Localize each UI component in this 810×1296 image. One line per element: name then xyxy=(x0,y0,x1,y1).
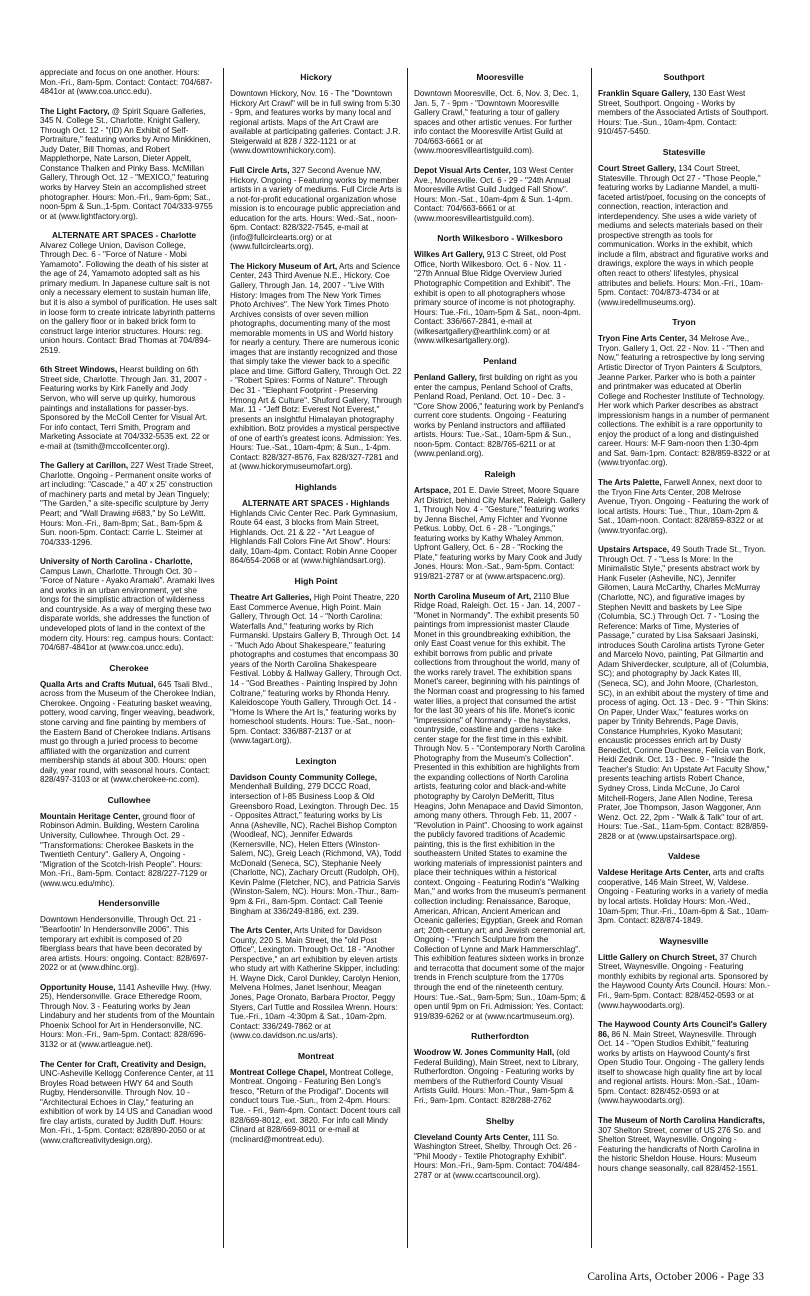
listing-entry xyxy=(414,89,586,156)
section-heading: Mooresville xyxy=(476,72,524,82)
listing-text: Montreat College, Montreat. Ongoing - Featuring Ben Long's fresco, "Return of the Prodigal". Docents will conduct tours Tue.-Sun., from 2-4pm. Hours: Tue. - Fri., 9am-4pm. Contact: Docent tours call 828/669-8012, ext. 3820. For info call Mindy Clinard at 828/669-8011 or e-mail at (mclinard@montreat.edu). xyxy=(230,1067,401,1144)
listing-entry xyxy=(598,334,770,468)
listing-text: Campus Lawn, Charlotte. Through Oct. 30 - "Force of Nature - Ayako Aramaki". Aramaki lives and works in an urban environment, yet she longs for the simplistic attraction of wilderness and countryside. As a way of merging these two disparate worlds, she addresses the function of undeveloped plots of land in the context of the modern city. Hours: reg. campus hours. Contact: 704/687-4841or at (www.coa.uncc.edu). xyxy=(40,566,215,653)
venue-name: Davidson County Community College, xyxy=(230,772,378,782)
section-heading: Penland xyxy=(483,355,517,366)
venue-name: Opportunity House, xyxy=(40,982,116,992)
listing-text: Highlands Civic Center Rec. Park Gymnasium, Route 64 east, 3 blocks from Main Street, Highlands. Oct. 21 & 22 - "Art League of Highlands Fall Colors Fine Art Show". Hours: daily, 10am-4pm. Contact: Robin Anne Cooper 864/654-2068 or at (www.highlandsart.org). xyxy=(230,508,398,566)
listing-text: 130 East West Street, Southport. Ongoing - Works by members of the Associated Artists of Southport. Hours: Tue.-Sun., 10am-4pm. Contact: 910/457-5450. xyxy=(598,89,769,137)
section-heading: Valdese xyxy=(667,851,700,862)
column-1 xyxy=(40,68,218,1248)
listing-entry xyxy=(40,365,218,451)
venue-name: Valdese Heritage Arts Center, xyxy=(598,868,711,878)
listing-text: 103 West Center Ave., Mooresville. Oct. 6 - 29 - "24th Annual Mooresville Artist Guild Judged Fall Show". Hours: Mon.-Sat., 10am-4pm & Sun. 1-4pm. Contact: 704/663-6661 or at (www.mooresvilleartistguild.com). xyxy=(414,165,574,223)
listing-text: 307 Shelton Street, corner of US 276 So. and Shelton Street, Waynesville. Ongoing - Featuring the handicrafts of North Carolina in the historic Sheldon House. Hours: Museum hours change seasonally, call 828/452-1551. xyxy=(598,1125,761,1173)
section-heading: Highlands xyxy=(295,481,337,492)
venue-name: The Light Factory, xyxy=(40,106,110,116)
listing-text: Arts and Science Center, 243 Third Avenue N.E., Hickory. Coe Gallery, Through Jan. 14, 2007 - "Live With History: Images from The New York Times Photo Archives". The New York Times Photo Archives consists of over seven million photographs, documenting many of the most memorable moments in US and World history for nearly a century. There are numerous iconic images that are instantly recognized and those that simply take the viewer back to a specific place and time. Gifford Gallery, Through Oct. 22 - "Robert Spires: Forms of Nature". Through Dec 31 - "Elephant Footprint - Preserving Hmong Art & Culture". Shuford Gallery, Through Mar. 11 - "Jeff Botz: Everest Not Everest," presents an insightful Himalayan photography exhibition. Botz provides a mystical perspective of one of earth's greatest icons. Admission: Yes. Hours: Tue.-Sat., 10am-4pm; & Sun., 1-4pm. Contact: 828/327-8576, Fax 828/327-7281 and at (www.hickorymuseumofart.org). xyxy=(230,261,402,472)
listing-text: Downtown Hickory, Nov. 16 - The "Downtown Hickory Art Crawl" will be in full swing from 5:30 - 9pm, and features works by many local and regional artists. Maps of the Art Crawl are available at participating galleries. Contact: J.R. Steigerwald at 828 / 322-1121 or at (www.downtownhickory.com). xyxy=(230,89,401,156)
venue-name: Upstairs Artspace, xyxy=(598,545,670,555)
listing-entry xyxy=(40,107,218,222)
listing-text: 645 Tsali Blvd., across from the Museum of the Cherokee Indian, Cherokee. Ongoing - Featuring basket weaving, pottery, wood carving, finger weaving, beadwork, stone carving and fine painting by members of the Eastern Band of Cherokee Indians. Artisans must go through a juried process to become affiliated with the organization and current membership stands at about 300. Hours: open daily, year round, with seasonal hours. Contact: 828/497-3103 or at (www.cherokee-nc.com). xyxy=(40,679,216,785)
listing-text: 2110 Blue Ridge Road, Raleigh. Oct. 15 - Jan. 14, 2007 - "Monet in Normandy". The exhibit presents 50 paintings from impressionist master Claude Monet in this groundbreaking exhibition, the only East Coast venue for this exhibit. The exhibit borrows from public and private collections from throughout the world, many of the works rarely travel. The exhibition spans Monet's career, beginning with his paintings of the Norman coast and progressing to his famed water lilies, a project that consumed the artist for the last 30 years of his life. Monet's iconic "impressions" of Normandy - the haystacks, countryside, coastline and gardens - take center stage for the first time in this exhibit. Through Nov. 5 - "Contemporary North Carolina Photography from the Museum's Collection". Presented in this exhibition are highlights from the expanding collections of North Carolina artists, featuring color and black-and-white photography by Carolyn DeMeritt, Titus Heagins, John Menapace and David Simonton, among many others. Through Feb. 11, 2007 - "Revolution in Paint". Choosing to work against the publicly favored traditions of Academic painting, this is the first exhibition in the southeastern United States to examine the working materials of impressionist painters and place their techniques within a historical context. Ongoing - Featuring Rodin's "Walking Man," and works from the museum's permanent collection including: Renaissance, Baroque, American, African, Ancient American and Oceanic galleries; Egyptian, Greek and Roman art; 20th-century art; and Jewish ceremonial art. Ongoing - "French Sculpture from the Collection of Lynne and Mark Hammerschlag". This exhibition features sixteen works in bronze and terracotta that document some of the major trends in French sculpture from the 1770s through the end of the nineteenth century. Hours: Tue.-Sat., 9am-5pm; Sun., 10am-5pm; & open until 9pm on Fri. Admission: Yes. Contact: 919/839-6262 or at (www.ncartmuseum.org). xyxy=(414,591,586,1021)
venue-name: The Museum of North Carolina Handicrafts, xyxy=(598,1116,765,1126)
listing-entry xyxy=(40,231,218,355)
listing-entry xyxy=(230,499,402,566)
section-heading: Cullowhee xyxy=(107,794,151,805)
listing-entry xyxy=(230,166,402,252)
listing-text: 1141 Asheville Hwy. (Hwy. 25), Hendersonville. Grace Etheredge Room, Through Nov. 3 - Featuring works by Jean Lindabury and her students from of the Mountain Phoenix School for Art in Hendersonville, NC. Hours: Mon.-Fri., 9am-5pm. Contact: 828/696-3132 or at (www.artleague.net). xyxy=(40,982,215,1049)
listing-text: High Point Theatre, 220 East Commerce Avenue, High Point. Main Gallery, Through Oct. 14 - "North Carolina: Waterfalls And," featuring works by Rich Furmanski. Upstairs Gallery B, Through Oct. 14 - "Much Ado About Shakespeare," featuring photographs and costumes that encompass 30 years of the North Carolina Shakespeare Festival. Lobby & Hallway Gallery, Through Oct. 14 - "God Breathes - Painting Inspired by John Coltrane," featuring works by Rhonda Henry. Kaleidoscope Youth Gallery, Through Oct. 14 - "Home Is Where the Art Is," featuring works by homeschool students. Hours: Tue.-Sat., noon-5pm. Contact: 336/887-2137 or at (www.tagart.org). xyxy=(230,593,402,746)
listing-entry xyxy=(40,461,218,547)
column-2 xyxy=(223,68,402,1248)
section-heading: Cherokee xyxy=(109,662,149,673)
listing-text: 201 E. Davie Street, Moore Square Art District, behind City Market, Raleigh. Gallery 1, Through Nov. 4 - "Gesture," featuring works by Jenna Bischel, Amy Fichter and Yvonne Petkus. Lobby, Oct. 6 - 28 - "Longings," featuring works by Kathy Whaley Ammon. Upfront Gallery, Oct. 6 - 28 - "Rocking the Plate," featuring works by Mary Cook and Judy Jones. Hours: Mon.-Sat., 9am-5pm. Contact: 919/821-2787 or at (www.artspacenc.org). xyxy=(414,486,586,581)
listing-entry xyxy=(414,166,586,223)
listing-entry xyxy=(40,812,218,888)
listing-entry xyxy=(414,373,586,459)
listing-text: Downtown Mooresville, Oct. 6, Nov. 3, Dec. 1, Jan. 5, 7 - 9pm - "Downtown Mooresville Gallery Crawl," featuring a tour of gallery spaces and other artistic venues. For further info contact the Mooresville Artist Guild at 704/663-6661 or at (www.mooresvilleartistguild.com). xyxy=(414,89,579,156)
column-3 xyxy=(407,68,586,1248)
venue-name: Theatre Art Galleries, xyxy=(230,593,312,603)
listing-text: 327 Second Avenue NW, Hickory. Ongoing - Featuring works by member artists in a variety of mediums. Full Circle Arts is a not-for-profit educational organization whose mission is to encourage public appreciation and education for the arts. Hours: Wed.-Sat., noon-6pm. Contact: 828/322-7545, e-mail at (info@fullcirclearts.org) or at (www.fullcirclearts.org). xyxy=(230,165,402,252)
listing-text: Farwell Annex, next door to the Tryon Fine Arts Center, 208 Melrose Avenue, Tryon. Ongoing - Featuring the work of local artists. Hours: Tue., Thur., 10am-2pm & Sat., 10am-noon. Contact: 828/859-8322 or at (www.tryonfac.org). xyxy=(598,478,769,535)
venue-name: University of North Carolina - Charlotte, xyxy=(40,557,193,567)
listing-text: 913 C Street, old Post Office, North Wilkesboro. Oct. 6 - Nov. 11 - "27th Annual Blue Ridge Overview Juried Photographic Competition and Exhibit". The exhibit is open to all photographers whose primary source of income is not photography. Hours: Tue.-Fri., 10am-5pm & Sat., noon-4pm. Contact: 336/667-2841, e-mail at (wilkesartgallery@earthlink.com) or at (www.wilkesartgallery.org). xyxy=(414,250,581,346)
venue-name: The Gallery at Carillon, xyxy=(40,461,129,471)
venue-name: ALTERNATE ART SPACES - Charlotte xyxy=(52,231,197,241)
listing-entry xyxy=(414,250,586,345)
listing-text: (old Federal Building), Main Street, next to Library, Rutherfordton. Ongoing - Featuring works by members of the Rutherford County Visual Artists Guild. Hours: Mon.-Thur., 9am-5pm & Fri., 9am-1pm. Contact: 828/288-2762 xyxy=(414,1048,579,1106)
venue-name: Mountain Heritage Center, xyxy=(40,811,141,821)
listing-text: arts and crafts cooperative, 146 Main Street, W, Valdese. Ongoing - Featuring works in a variety of media by local artists. Holiday Hours: Mon.-Wed., 10am-5pm; Thur.-Fri., 10am-6pm & Sat., 10am-3pm. Contact: 828/874-1849. xyxy=(598,868,769,926)
section-heading: Lexington xyxy=(295,755,337,766)
section-heading: Raleigh xyxy=(484,468,516,479)
listing-text: ground floor of Robinson Admin. Building, Western Carolina University, Cullowhee. Through Oct. 29 - "Transformations: Cherokee Baskets in the Twentieth Century". Gallery A, Ongoing - "Migration of the Scotch-Irish People". Hours: Mon.-Fri., 8am-5pm. Contact: 828/227-7129 or (www.wcu.edu/mhc). xyxy=(40,811,208,888)
listing-text: appreciate and focus on one another. Hours: Mon.-Fri., 8am-5pm. Contact: Contact: 704/687-4841or at (www.coa.uncc.edu). xyxy=(40,68,213,97)
listing-entry xyxy=(414,592,586,1022)
listing-text: first building on right as you enter the campus, Penland School of Crafts, Penland Road, Penland. Oct. 10 - Dec. 3 - "Core Show 2006," featuring work by Penland's current core students. Ongoing - Featuring works by Penland instructors and affiliated artists. Hours: Tue.-Sat., 10am-5pm & Sun., noon-5pm. Contact: 828/765-6211 or at (www.penland.org). xyxy=(414,373,584,459)
venue-name: Depot Visual Arts Center, xyxy=(414,165,511,175)
section-heading: Tryon xyxy=(672,317,696,328)
listing-text: Hearst building on 6th Street side, Charlotte. Through Jan. 31, 2007 - Featuring works by Kirk Fanelly and Jody Servon, who will serve up quirky, humorous paintings and installations for passer-bys. Sponsored by the McColl Center for Visual Art. For info contact, Terri Smith, Program and Marketing Associate at 704/332-5535 ext. 22 or e-mail at (tsmith@mccollcenter.org). xyxy=(40,365,210,451)
venue-name: The Arts Palette, xyxy=(598,478,662,488)
column-4 xyxy=(591,68,770,1248)
listing-entry xyxy=(414,1133,586,1181)
section-heading: Rutherfordton xyxy=(471,1031,529,1042)
section-heading: Southport xyxy=(663,72,705,82)
venue-name: Full Circle Arts, xyxy=(230,165,290,175)
listing-columns xyxy=(40,68,770,1248)
listing-entry xyxy=(40,983,218,1050)
listing-entry xyxy=(40,557,218,652)
section-heading: Montreat xyxy=(297,1050,335,1061)
venue-name: Cleveland County Arts Center, xyxy=(414,1132,531,1142)
venue-name: The Haywood County Arts Council's Gallery 86, xyxy=(598,1020,767,1039)
venue-name: Court Street Gallery, xyxy=(598,164,677,174)
section-heading: High Point xyxy=(294,575,338,586)
listing-entry xyxy=(414,1048,586,1105)
venue-name: Little Gallery on Church Street, xyxy=(598,952,718,962)
listing-text: 227 West Trade Street, Charlotte. Ongoing - Permanent onsite works of art including: "Cascade," a 40' x 25' construction of machinery parts and metal by Jean Tinguely; "The Garden," a site-specific sculpture by Jerry Peart; and "Wall Drawing #683," by So LeWitt. Hours: Mon.-Fri., 8am-8pm; Sat., 8am-5pm & Sun. noon-5pm. Contact: Carrie L. Steimer at 704/333-1296. xyxy=(40,461,214,547)
listing-entry xyxy=(598,1116,770,1173)
listing-entry xyxy=(40,915,218,972)
venue-name: The Hickory Museum of Art, xyxy=(230,261,338,271)
listing-text: 86 N. Main Street, Waynesville. Through Oct. 14 - "Open Studios Exhibit," featuring works by artists on Haywood County's first Open Studio Tour. Ongoing - The gallery lends itself to showcase high quality fine art by local and regional artists. Hours: Mon.-Sat., 10am-5pm. Contact: 828/452-0593 or at (www.haywoodarts.org). xyxy=(598,1029,765,1106)
listing-entry xyxy=(598,89,770,137)
listing-entry xyxy=(40,68,218,97)
listing-text: 34 Melrose Ave., Tryon. Gallery 1, Oct. 22 - Nov. 11 - "Then and Now," featuring a retrospective by long serving Artistic Director of Tryon Painters & Sculptors, Jeanne Parker. Parker who is both a painter and printmaker was educated at Oberlin College and Rochester Institute of Technology. Her work which Parker describes as abstract impressionism hangs in a number of permanent collections. The exhibit is a rare opportunity to enjoy the product of a long and distinguished career. Hours: M-F 9am-noon then 1:30-4pm and Sat. 9am-1pm. Contact: 828/859-8322 or at (www.tryonfac.org). xyxy=(598,334,770,468)
venue-name: Tryon Fine Arts Center, xyxy=(598,334,687,344)
listing-entry xyxy=(40,1060,218,1146)
listing-entry xyxy=(598,1020,770,1106)
listing-text: 49 South Trade St., Tryon. Through Oct. 7 - "Less Is More: In the Minimalistic Style," presents abstract work by Hank Fuseler (Asheville, NC), Jennifer Gilomen, Laura McCarthy, Charles McMurray (Charlotte, NC), and figurative images by Stephen Nevitt and baskets by Lee Sipe (Columbia, SC.) Through Oct. 7 - "Losing the Reference: Marks of Time, Mysteries of Passage," curated by Lisa Saksaari Jasinski, introduces South Carolina artists Tyrone Geter and Marcelo Novo, painting, Pat Gilmartin and Adam Shiverdecker, sculpture, all of (Columbia, SC); and photography by Jack Kates III, (Seneca, SC), and John Moore, (Charleston, SC), in an exhibit about the mystery of time and process of aging. Oct. 13 - Dec. 9 - "Thin Skins: On Paper, Under Wax," features works on paper by Trinity Behrends, Page Davis, Constance Humphries, Kyoko Masutani; encaustic processes enrich art by Dusty Benedict, Corinne Duchesne, Felicia van Bork, Heidi Zednik. Oct. 13 - Dec. 9 - "Inside the Teacher's Studio: An Upstate Art Faculty Show," presents teaching artists Robert Chance, Sydney Cross, Linda McCune, Jo Carol Mitchell-Rogers, Jane Allen Nodine, Teresa Prater, Joe Thompson, Jason Waggoner, Ann Wenz. Oct. 22, 2pm - "Walk & Talk" tour of art. Hours: Tue.-Sat., 11am-5pm. Contact: 828/859-2828 or at (www.upstairsartspace.org). xyxy=(598,545,770,841)
venue-name: Artspace, xyxy=(414,486,451,496)
listing-text: 134 Court Street, Statesville. Through Oct 27 - "Those People," featuring works by Ladianne Mandel, a multi-faceted artist/poet, focusing on the concepts of connection, reaction, interaction and interdependency. She uses a wide variety of mediums and selects materials based on their prospective strength as tools for communication. Works in the exhibit, which include a film, abstract and figurative works and drawings, explore the ways in which people often react to others' lifestyles, physical attributes and beliefs. Hours: Mon.-Fri., 10am-5pm. Contact: 704/873-4734 or at (www.iredellmuseums.org). xyxy=(598,164,769,307)
venue-name: Franklin Square Gallery, xyxy=(598,89,691,99)
listing-entry xyxy=(230,89,402,156)
listing-text: Alvarez College Union, Davison College, Through Dec. 6 - "Force of Nature - Mobi Yamamoto". Following the death of his sister at the age of 24, Yamamoto adopted salt as his primary medium. In Japanese culture salt is not only a necessary element to sustain human life, but it is also a symbol of purification. He uses salt in loose form to create intricate labyrinth patterns on the gallery floor or in baked brick form to construct large interior structures. Hours: reg. union hours. Contact: Brad Thomas at 704/894-2519. xyxy=(40,240,217,355)
venue-name: The Center for Craft, Creativity and Design, xyxy=(40,1059,206,1069)
listing-entry xyxy=(230,1068,402,1144)
listing-entry xyxy=(598,953,770,1010)
listing-entry xyxy=(230,926,402,1041)
listing-entry xyxy=(598,868,770,925)
listing-entry xyxy=(598,545,770,841)
listing-text: Arts United for Davidson County, 220 S. Main Street, the "old Post Office", Lexington. Through Oct. 18 - "Another Perspective," an art exhibition by eleven artists who study art with Katherine Skipper, including: H. Wayne Dick, Carol Dunkley, Carolyn Henion, Melvena Holmes, Janet Isenhour, Meagan Jones, Page Oronato, Barbara Proctor, Peggy Styers, Carl Tuttle and Rossilea Wrenn. Hours: Tue.-Fri., 10am -4:30pm & Sat., 10am-2pm. Contact: 336/249-7862 or at (www.co.davidson.nc.us/arts). xyxy=(230,926,401,1041)
venue-name: Qualla Arts and Crafts Mutual, xyxy=(40,679,156,689)
venue-name: 6th Street Windows, xyxy=(40,365,118,375)
venue-name: North Carolina Museum of Art, xyxy=(414,591,532,601)
section-heading: Waynesville xyxy=(659,935,709,946)
listing-entry xyxy=(230,262,402,472)
listing-entry xyxy=(230,773,402,916)
listing-entry xyxy=(598,478,770,535)
section-heading: Hendersonville xyxy=(98,898,160,909)
page-footer: Carolina Arts, October 2006 - Page 33 xyxy=(587,1271,764,1283)
listing-entry xyxy=(414,486,586,581)
listing-entry xyxy=(40,680,218,785)
section-heading: North Wilkesboro - Wilkesboro xyxy=(437,233,563,244)
listing-entry xyxy=(598,164,770,307)
section-heading: Shelby xyxy=(485,1115,515,1126)
section-heading: Hickory xyxy=(300,72,332,82)
listing-text: @ Spirit Square Galleries, 345 N. College St., Charlotte. Knight Gallery, Through Oct. 12 - "(ID) An Exhibit of Self-Portraiture," featuring works by Arno Minkkinen, Judy Dater, Bill Thomas, and Robert Mapplethorpe, Nate Larson, Dieter Appelt, Constance Thalken and Pinky Bass. McMillan Gallery, Through Oct. 12 - "MEXICO," featuring works by Harvey Stein an accomplished street photographer. Hours: Mon.-Fri., 9am-6pm; Sat., noon-5pm & Sun.,1-5pm. Contact 704/333-9755 or at (www.lightfactory.org). xyxy=(40,106,213,221)
venue-name: Wilkes Art Gallery, xyxy=(414,250,485,260)
listing-entry xyxy=(230,593,402,746)
listing-text: 111 So. Washington Street, Shelby. Through Oct. 26 - "Phil Moody - Textile Photography Exhibit". Hours: Mon.-Fri., 9am-5pm. Contact: 704/484-2787 or at (www.ccartscouncil.org). xyxy=(414,1132,580,1180)
listing-text: Downtown Hendersonville, Through Oct. 21 - "Bearfootin' In Hendersonville 2006". This temporary art exhibit is composed of 20 fiberglass bears that have been decorated by area artists. Hours: ongoing. Contact: 828/697-2022 or at (www.dhinc.org). xyxy=(40,915,209,973)
venue-name: The Arts Center, xyxy=(230,926,293,936)
venue-name: ALTERNATE ART SPACES - Highlands xyxy=(242,499,390,509)
section-heading: Statesville xyxy=(662,146,706,157)
venue-name: Montreat College Chapel, xyxy=(230,1067,328,1077)
listing-text: Mendenhall Building, 279 DCCC Road, intersection of I-85 Business Loop & Old Greensboro Road, Lexington. Through Dec. 15 - Opposites Attract," featuring works by Lis Anna (Asheville, NC), Rachel Bishop Compton (Woodleaf, NC), Jennifer Edwards (Kernersville, NC), Helen Etters (Winston-Salem, NC), Greig Leach (Richmond, VA), Todd McDonald (Seneca, SC), Stephanie Neely (Charlotte, NC), Zachary Orcutt (Rudolph, OH), Kevin Palme (Fletcher, NC), and Patricia Sarvis (Winston-Salem, NC). Hours: Mon.-Thur., 8am-9pm & Fri., 8am-5pm. Contact: Call Teenie Bingham at 336/249-8186, ext. 239. xyxy=(230,782,402,916)
listing-text: UNC-Asheville Kellogg Conference Center, at 11 Broyles Road between HWY 64 and South Rugby, Hendersonville. Through Nov. 10 - "Architectural Echoes in Clay," featuring an exhibition of work by 14 US and Canadian wood fire clay artists, curated by Judith Duff. Hours: Mon.-Fri., 1-5pm. Contact: 828/890-2050 or at (www.craftcreativitydesign.org). xyxy=(40,1069,214,1145)
venue-name: Woodrow W. Jones Community Hall, xyxy=(414,1048,555,1058)
listing-text: 37 Church Street, Waynesville. Ongoing - Featuring monthly exhibits by regional arts. Sponsored by the Haywood County Arts Council. Hours: Mon.-Fri., 9am-5pm. Contact: 828/452-0593 or at (www.haywoodarts.org). xyxy=(598,952,770,1010)
venue-name: Penland Gallery, xyxy=(414,373,477,382)
